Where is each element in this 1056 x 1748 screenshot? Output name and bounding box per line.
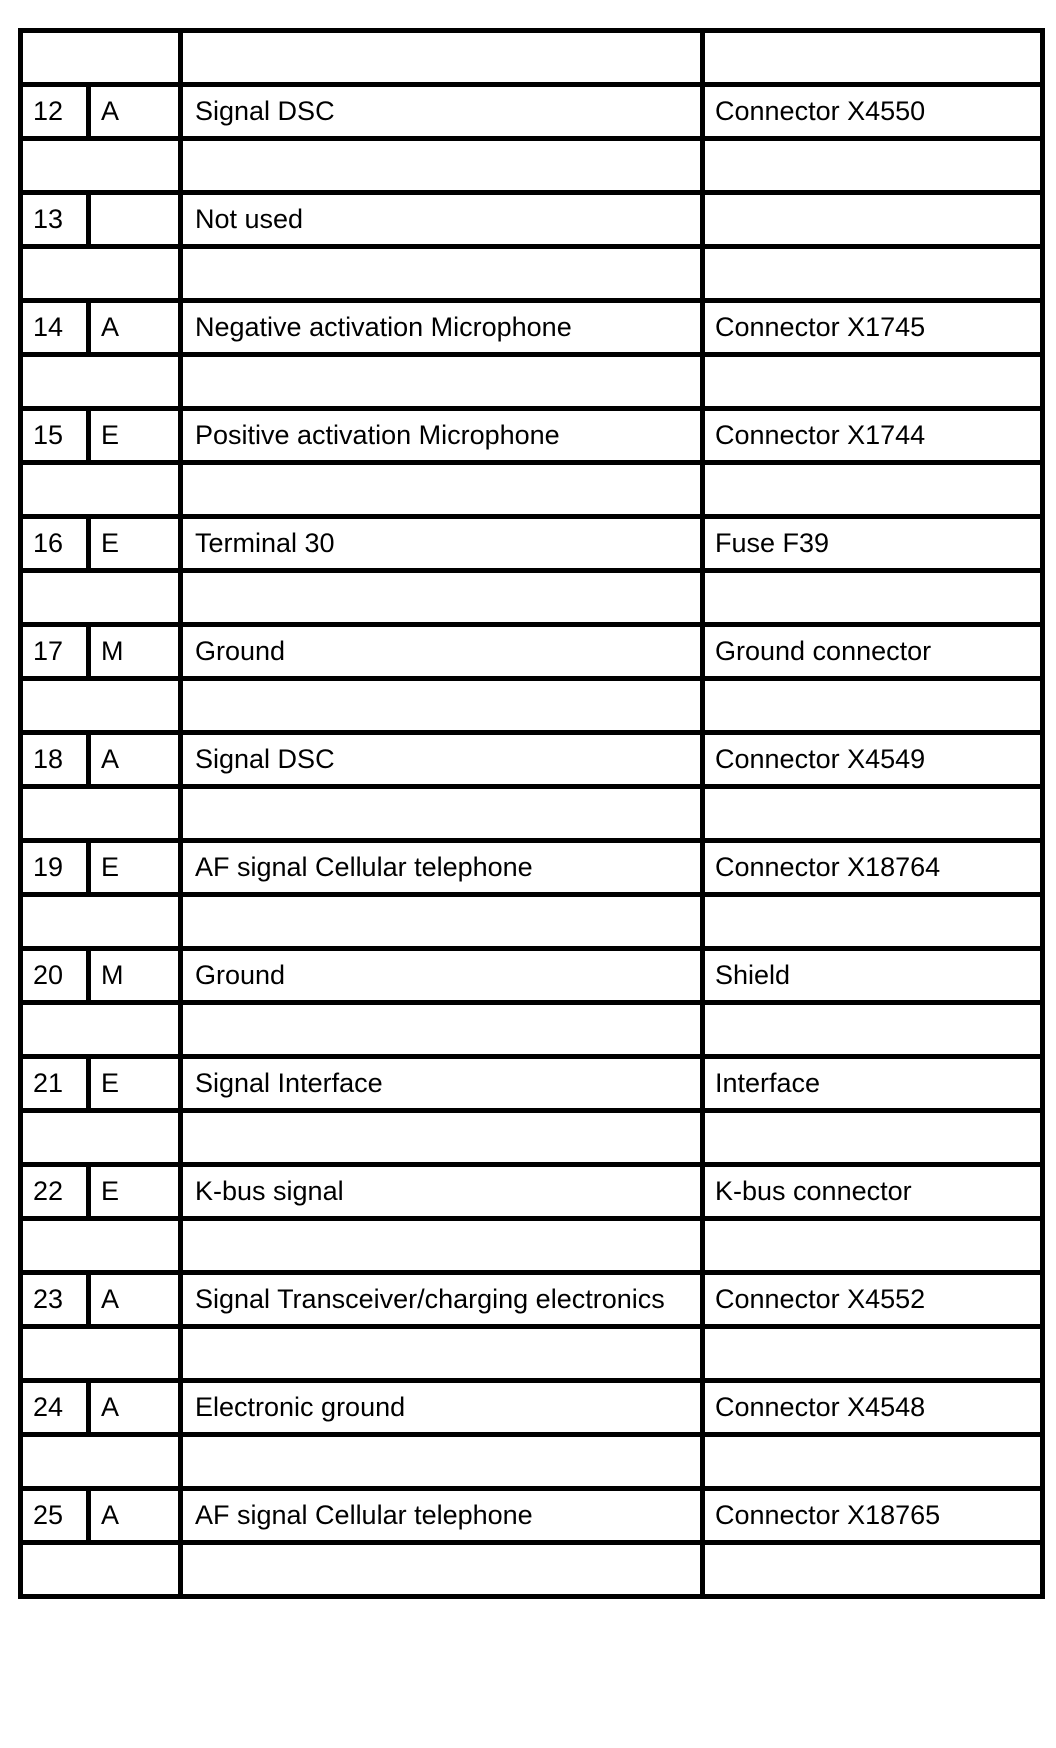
spacer-cell bbox=[703, 1003, 1043, 1057]
signal-description-cell: Terminal 30 bbox=[181, 517, 703, 571]
spacer-row bbox=[21, 139, 1043, 193]
pin-row bbox=[21, 1057, 1043, 1111]
signal-description-cell: Ground bbox=[181, 949, 703, 1003]
connection-cell: Ground connector bbox=[703, 625, 1043, 679]
pin-type-cell: A bbox=[89, 85, 181, 139]
pin-type-cell: A bbox=[89, 1381, 181, 1435]
pin-row bbox=[21, 1273, 1043, 1327]
pin-number-cell: 12 bbox=[21, 85, 89, 139]
pin-number-cell: 15 bbox=[21, 409, 89, 463]
pin-number-cell: 20 bbox=[21, 949, 89, 1003]
connection-cell: Fuse F39 bbox=[703, 517, 1043, 571]
pin-assignment-table bbox=[18, 28, 1045, 1599]
spacer-cell bbox=[703, 247, 1043, 301]
pin-number-cell: 25 bbox=[21, 1489, 89, 1543]
spacer-cell bbox=[21, 1111, 181, 1165]
pin-row bbox=[21, 1489, 1043, 1543]
pin-type-cell: E bbox=[89, 1165, 181, 1219]
pin-type-cell: A bbox=[89, 301, 181, 355]
connection-cell: Connector X4548 bbox=[703, 1381, 1043, 1435]
pin-row bbox=[21, 1165, 1043, 1219]
signal-description-cell: AF signal Cellular telephone bbox=[181, 1489, 703, 1543]
spacer-cell bbox=[21, 1219, 181, 1273]
pin-type-cell: A bbox=[89, 733, 181, 787]
spacer-row bbox=[21, 1543, 1043, 1597]
pin-row bbox=[21, 841, 1043, 895]
pin-number-cell: 13 bbox=[21, 193, 89, 247]
pin-table-body bbox=[21, 31, 1043, 1597]
connection-cell: Connector X4549 bbox=[703, 733, 1043, 787]
signal-description-cell: AF signal Cellular telephone bbox=[181, 841, 703, 895]
spacer-cell bbox=[181, 463, 703, 517]
spacer-row bbox=[21, 1435, 1043, 1489]
signal-description-cell: Signal DSC bbox=[181, 733, 703, 787]
spacer-cell bbox=[21, 679, 181, 733]
spacer-cell bbox=[181, 1111, 703, 1165]
signal-description-cell: Signal Transceiver/charging electronics bbox=[181, 1273, 703, 1327]
signal-description-cell: K-bus signal bbox=[181, 1165, 703, 1219]
spacer-cell bbox=[181, 1543, 703, 1597]
spacer-row bbox=[21, 895, 1043, 949]
spacer-cell bbox=[703, 787, 1043, 841]
spacer-cell bbox=[181, 1219, 703, 1273]
spacer-cell bbox=[21, 1003, 181, 1057]
spacer-cell bbox=[21, 139, 181, 193]
connection-cell: Connector X18764 bbox=[703, 841, 1043, 895]
spacer-cell bbox=[703, 1543, 1043, 1597]
spacer-row bbox=[21, 1327, 1043, 1381]
signal-description-cell: Signal Interface bbox=[181, 1057, 703, 1111]
spacer-cell bbox=[703, 1327, 1043, 1381]
pin-number-cell: 18 bbox=[21, 733, 89, 787]
spacer-cell bbox=[181, 895, 703, 949]
spacer-row bbox=[21, 1003, 1043, 1057]
pin-number-cell: 16 bbox=[21, 517, 89, 571]
spacer-cell bbox=[181, 679, 703, 733]
spacer-cell bbox=[703, 1111, 1043, 1165]
pin-type-cell: A bbox=[89, 1273, 181, 1327]
spacer-cell bbox=[181, 571, 703, 625]
spacer-cell bbox=[21, 571, 181, 625]
pin-row bbox=[21, 517, 1043, 571]
spacer-cell bbox=[21, 1543, 181, 1597]
signal-description-cell: Negative activation Microphone bbox=[181, 301, 703, 355]
connection-cell: Connector X1744 bbox=[703, 409, 1043, 463]
spacer-cell bbox=[21, 787, 181, 841]
spacer-cell bbox=[21, 895, 181, 949]
spacer-cell bbox=[181, 31, 703, 85]
pin-type-cell: A bbox=[89, 1489, 181, 1543]
spacer-cell bbox=[181, 1327, 703, 1381]
spacer-cell bbox=[181, 139, 703, 193]
spacer-row bbox=[21, 1111, 1043, 1165]
spacer-cell bbox=[181, 247, 703, 301]
connection-cell: K-bus connector bbox=[703, 1165, 1043, 1219]
pin-type-cell: E bbox=[89, 841, 181, 895]
pin-number-cell: 22 bbox=[21, 1165, 89, 1219]
spacer-cell bbox=[181, 787, 703, 841]
signal-description-cell: Ground bbox=[181, 625, 703, 679]
spacer-cell bbox=[21, 463, 181, 517]
connection-cell: Shield bbox=[703, 949, 1043, 1003]
signal-description-cell: Positive activation Microphone bbox=[181, 409, 703, 463]
spacer-row bbox=[21, 679, 1043, 733]
pin-type-cell: E bbox=[89, 1057, 181, 1111]
connection-cell: Connector X4552 bbox=[703, 1273, 1043, 1327]
pin-number-cell: 19 bbox=[21, 841, 89, 895]
pin-type-cell: E bbox=[89, 409, 181, 463]
connection-cell: Connector X4550 bbox=[703, 85, 1043, 139]
pin-number-cell: 23 bbox=[21, 1273, 89, 1327]
spacer-cell bbox=[181, 1003, 703, 1057]
signal-description-cell: Electronic ground bbox=[181, 1381, 703, 1435]
spacer-cell bbox=[703, 463, 1043, 517]
spacer-cell bbox=[181, 355, 703, 409]
spacer-row bbox=[21, 247, 1043, 301]
spacer-cell bbox=[703, 139, 1043, 193]
signal-description-cell: Not used bbox=[181, 193, 703, 247]
spacer-cell bbox=[21, 1435, 181, 1489]
pin-row bbox=[21, 625, 1043, 679]
connection-cell bbox=[703, 193, 1043, 247]
spacer-cell bbox=[703, 679, 1043, 733]
spacer-row bbox=[21, 787, 1043, 841]
spacer-cell bbox=[21, 31, 181, 85]
pin-type-cell: M bbox=[89, 625, 181, 679]
pin-row bbox=[21, 301, 1043, 355]
pin-type-cell: M bbox=[89, 949, 181, 1003]
spacer-row bbox=[21, 1219, 1043, 1273]
spacer-row bbox=[21, 31, 1043, 85]
spacer-row bbox=[21, 463, 1043, 517]
pin-row bbox=[21, 1381, 1043, 1435]
spacer-cell bbox=[703, 895, 1043, 949]
pin-number-cell: 24 bbox=[21, 1381, 89, 1435]
spacer-cell bbox=[181, 1435, 703, 1489]
connection-cell: Interface bbox=[703, 1057, 1043, 1111]
signal-description-cell: Signal DSC bbox=[181, 85, 703, 139]
pin-number-cell: 21 bbox=[21, 1057, 89, 1111]
spacer-cell bbox=[703, 355, 1043, 409]
connection-cell: Connector X18765 bbox=[703, 1489, 1043, 1543]
spacer-cell bbox=[21, 1327, 181, 1381]
pin-type-cell: E bbox=[89, 517, 181, 571]
spacer-cell bbox=[703, 1435, 1043, 1489]
spacer-row bbox=[21, 571, 1043, 625]
pin-number-cell: 14 bbox=[21, 301, 89, 355]
pin-number-cell: 17 bbox=[21, 625, 89, 679]
spacer-cell bbox=[21, 355, 181, 409]
spacer-cell bbox=[703, 1219, 1043, 1273]
pin-type-cell bbox=[89, 193, 181, 247]
pin-row bbox=[21, 193, 1043, 247]
spacer-cell bbox=[21, 247, 181, 301]
spacer-cell bbox=[703, 31, 1043, 85]
spacer-row bbox=[21, 355, 1043, 409]
spacer-cell bbox=[703, 571, 1043, 625]
pin-row bbox=[21, 733, 1043, 787]
pin-row bbox=[21, 85, 1043, 139]
pin-row bbox=[21, 949, 1043, 1003]
pin-row bbox=[21, 409, 1043, 463]
connection-cell: Connector X1745 bbox=[703, 301, 1043, 355]
